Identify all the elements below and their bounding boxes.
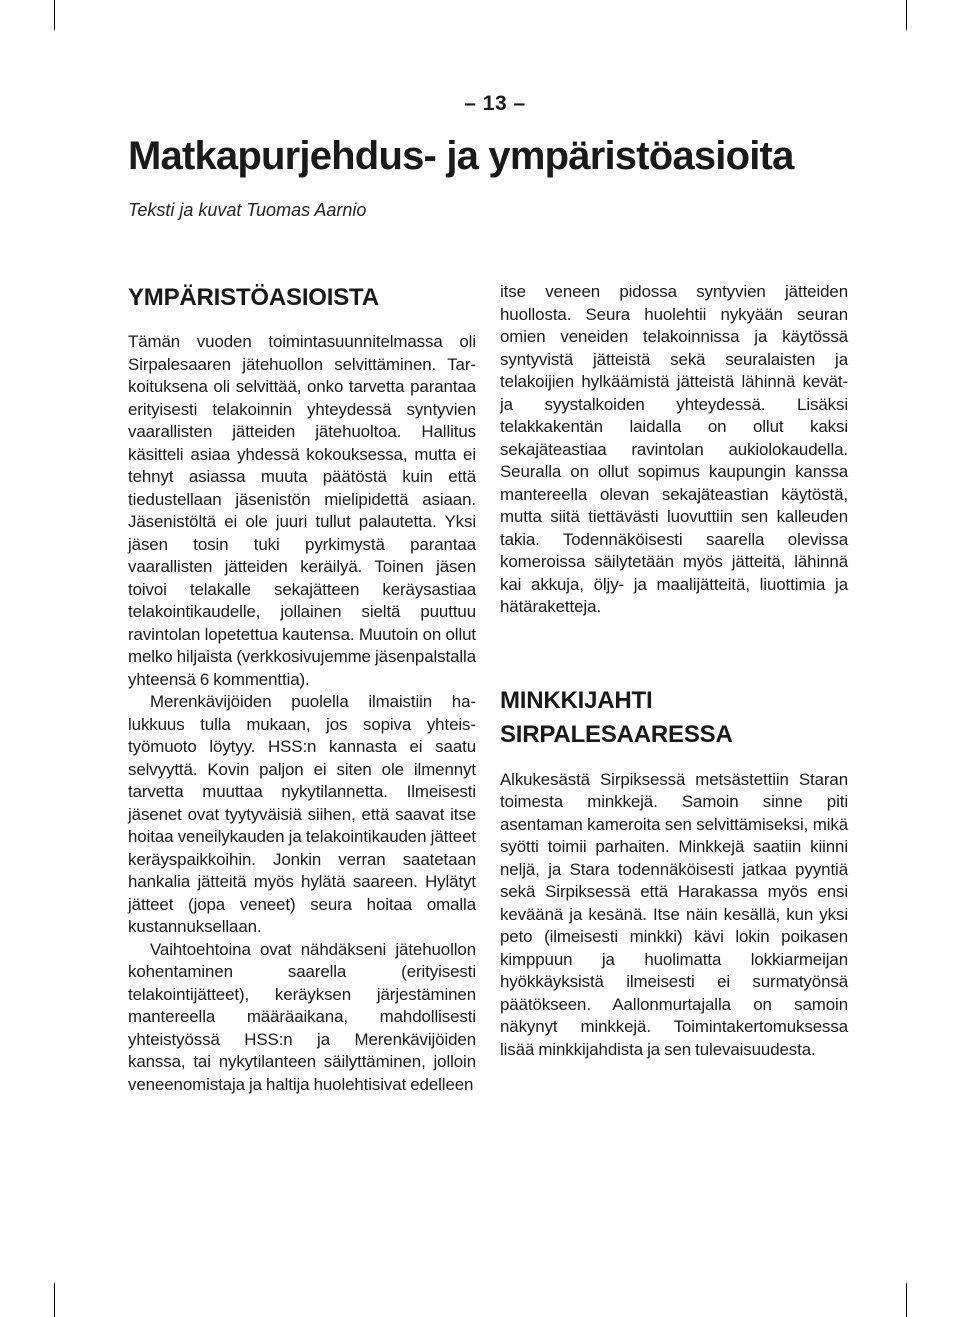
page-number: – 13 – — [464, 92, 526, 115]
heading-line-2: SIRPALESAARESSA — [500, 720, 733, 748]
section-heading-environment: YMPÄRISTÖASIOISTA — [128, 284, 379, 311]
page-title: Matkapurjehdus- ja ympäristöasioita — [128, 134, 794, 178]
crop-mark-bottom-left — [54, 1283, 55, 1317]
byline: Teksti ja kuvat Tuomas Aarnio — [128, 200, 367, 220]
section-heading-mink-hunt — [500, 684, 848, 752]
paragraph-mink-hunt: Alkukesästä Sirpiksessä metsästettiin Staran toimesta minkkejä. Samoin sinne piti asentaman kameroita sen selvittämiseksi, mikä syötti toimii parhaiten. Minkkejä saatiin kiinni neljä, ja Stara todennäköisesti jatkaa pyyntiä sekä Sirpiksessä että Harakassa myös ensi keväänä ja kesänä. Itse näin kesällä, kun yksi peto (ilmeisesti minkki) kävi lokin poikasen kimppuun ja huolimatta lokkiarmeijan hyökkäyksistä ilmeisesti ei surmatyönsä päätökseen. Aallonmurtajalla on samoin näkynyt minkkejä. Toimintakertomuksessa lisää minkkijahdista ja sen tulevaisuudesta. — [500, 769, 848, 1059]
crop-mark-bottom-right — [906, 1283, 907, 1317]
text-column-right — [500, 281, 848, 1061]
paragraph-alternatives: Vaihtoehtoina ovat nähdäkseni jätehuollon kohentaminen saarella (erityisesti telakointijätteet), keräyksen järjestäminen mantereella määräaikana, mahdollisesti yhteistyössä HSS:n ja Merenkävijöiden kanssa, tai nykytilanteen säilyttäminen, jolloin veneenomistaja ja haltija huolehtisivat edelleen — [128, 939, 476, 1094]
heading-line-1: MINKKIJAHTI — [500, 686, 653, 714]
paragraph-waste-survey: Tämän vuoden toimintasuunnitelmassa oli Sirpalesaaren jätehuollon selvittäminen. Tarkoituksena oli selvittää, onko tarvetta parantaa erityisesti telakoinnin yhteydessä syntyvien vaarallisten jätteiden jätehuoltoa. Hallitus käsitteli asiaa yhdessä kokouksessa, mutta ei tehnyt asiassa muuta päätöstä kuin että tiedustellaan jäsenistön mielipidettä asiaan. Jäsenistöltä ei ole juuri tullut palautetta. Yksi jäsen tosin tuki pyrkimystä parantaa vaarallisten jätteiden keräilyä. Toinen jäsen toivoi telakalle sekajätteen keräysastiaa telakointikaudelle, jollainen sieltä puuttuu ravintolan lopetettua kautensa. Muutoin on ollut melko hiljaista (verkkosivujemme jäsenpalstalla yhteensä 6 kommenttia). — [128, 332, 476, 689]
text-column-left — [128, 281, 476, 1096]
paragraph-alternatives-continued: itse veneen pidossa syntyvien jätteiden huollosta. Seura huolehtii nykyään seuran omien veneiden telakoinnissa ja käytössä syntyvistä jätteistä sekä seuralaisten ja telakoijien hylkäämistä jätteistä lähinnä kevät- ja syystalkoiden yhteydessä. Lisäksi telakkakentän laidalla on ollut kaksi sekajäteastiaa ravintolan aukiolokaudella. Seuralla on ollut sopimus kaupungin kanssa mantereella olevan sekajäteastian käytöstä, mutta siitä tiettävästi luovuttiin sen kalleuden takia. Todennäköisesti saarella olevissa komeroissa säilytetään myös jätteitä, lähinnä kai akkuja, öljy- ja maalijätteitä, liuottimia ja hätäraketteja. — [500, 282, 848, 616]
paragraph-merenkavijat: Merenkävijöiden puolella ilmaistiin halukkuus tulla mukaan, jos sopiva yhteistyömuoto löytyy. HSS:n kannasta ei saatu selvyyttä. Kovin paljon ei siten ole ilmennyt tarvetta muuttaa nykytilannetta. Ilmeisesti jäsenet ovat tyytyväisiä siihen, että saavat itse hoitaa veneilykauden ja telakointikauden jätteet keräyspaikkoihin. Jonkin verran saatetaan hankalia jätteitä myös hylätä saareen. Hylätyt jätteet (jopa veneet) seura hoitaa omalla kustannuksellaan. — [128, 692, 476, 936]
crop-mark-top-right — [906, 0, 907, 30]
crop-mark-top-left — [54, 0, 55, 30]
